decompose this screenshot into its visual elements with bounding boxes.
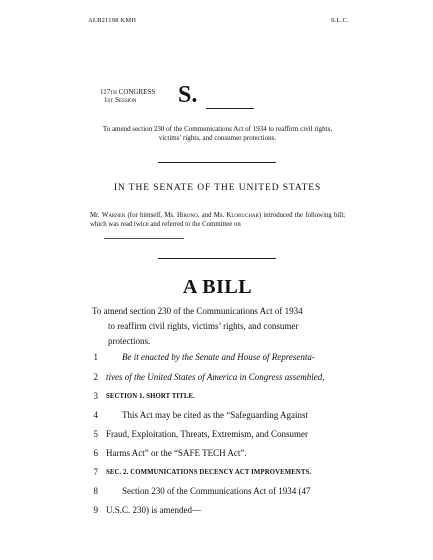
purpose-line: protections. [108,336,151,346]
line-number: 4 [93,410,98,420]
cosponsor-name: Hirono [177,212,198,219]
cosponsor-name: Klobuchar [226,212,259,219]
committee-blank [104,238,184,239]
bill-purpose [92,304,344,349]
line-number: 7 [93,467,98,477]
purpose-line: To amend section 230 of the Communications Act of 1934 [92,306,303,316]
divider [158,258,276,259]
document-id: ALB21198 KMH [88,17,137,24]
congress-line: 117th CONGRESS [100,88,156,96]
line-number: 1 [93,352,98,362]
line-number: 6 [93,448,98,458]
sponsor-name: Warner [101,212,126,219]
enacting-clause: tives of the United States of America in Congress assembled, [106,372,325,382]
session-line: 1st Session [104,96,137,104]
enacting-clause: Be it enacted by the Senate and House of Representa- [122,352,315,362]
body-line: Harms Act” or the “SAFE TECH Act”. [106,448,247,458]
section-heading: SEC. 2. COMMUNICATIONS DECENCY ACT IMPROVEMENTS. [106,469,312,476]
purpose-line: to reaffirm civil rights, victims’ rights, and consumer [108,321,299,331]
line-number: 2 [93,372,98,382]
bill-number-blank [206,108,254,109]
bill-number: S. [178,82,198,108]
line-number: 9 [93,505,98,515]
body-line: This Act may be cited as the “Safeguarding Against [122,410,308,420]
senate-heading: IN THE SENATE OF THE UNITED STATES [113,183,322,193]
body-line: Fraud, Exploitation, Threats, Extremism, and Consumer [106,429,309,439]
divider [158,162,276,163]
line-number: 5 [93,429,98,439]
purpose-summary: To amend section 230 of the Communications Act of 1934 to reaffirm civil rights, victims’ rights, and consumer protections. [102,125,333,142]
office-code: S.L.C. [331,17,349,24]
intro-part: Mr. [90,212,102,219]
introduction-text [90,211,345,229]
section-heading: SECTION 1. SHORT TITLE. [106,393,195,400]
line-number: 8 [93,486,98,496]
intro-part: , and Ms. [197,212,227,219]
body-line: U.S.C. 230) is amended— [106,505,201,515]
body-line: Section 230 of the Communications Act of 1934 (47 [122,486,311,496]
congress-session [100,88,155,104]
bill-title: A BILL [182,276,253,298]
line-number: 3 [93,391,98,401]
intro-part: ) introduced the following bill; which was read twice and referred to the Committee on [90,212,345,228]
intro-part: (for himself, Ms. [125,212,178,219]
